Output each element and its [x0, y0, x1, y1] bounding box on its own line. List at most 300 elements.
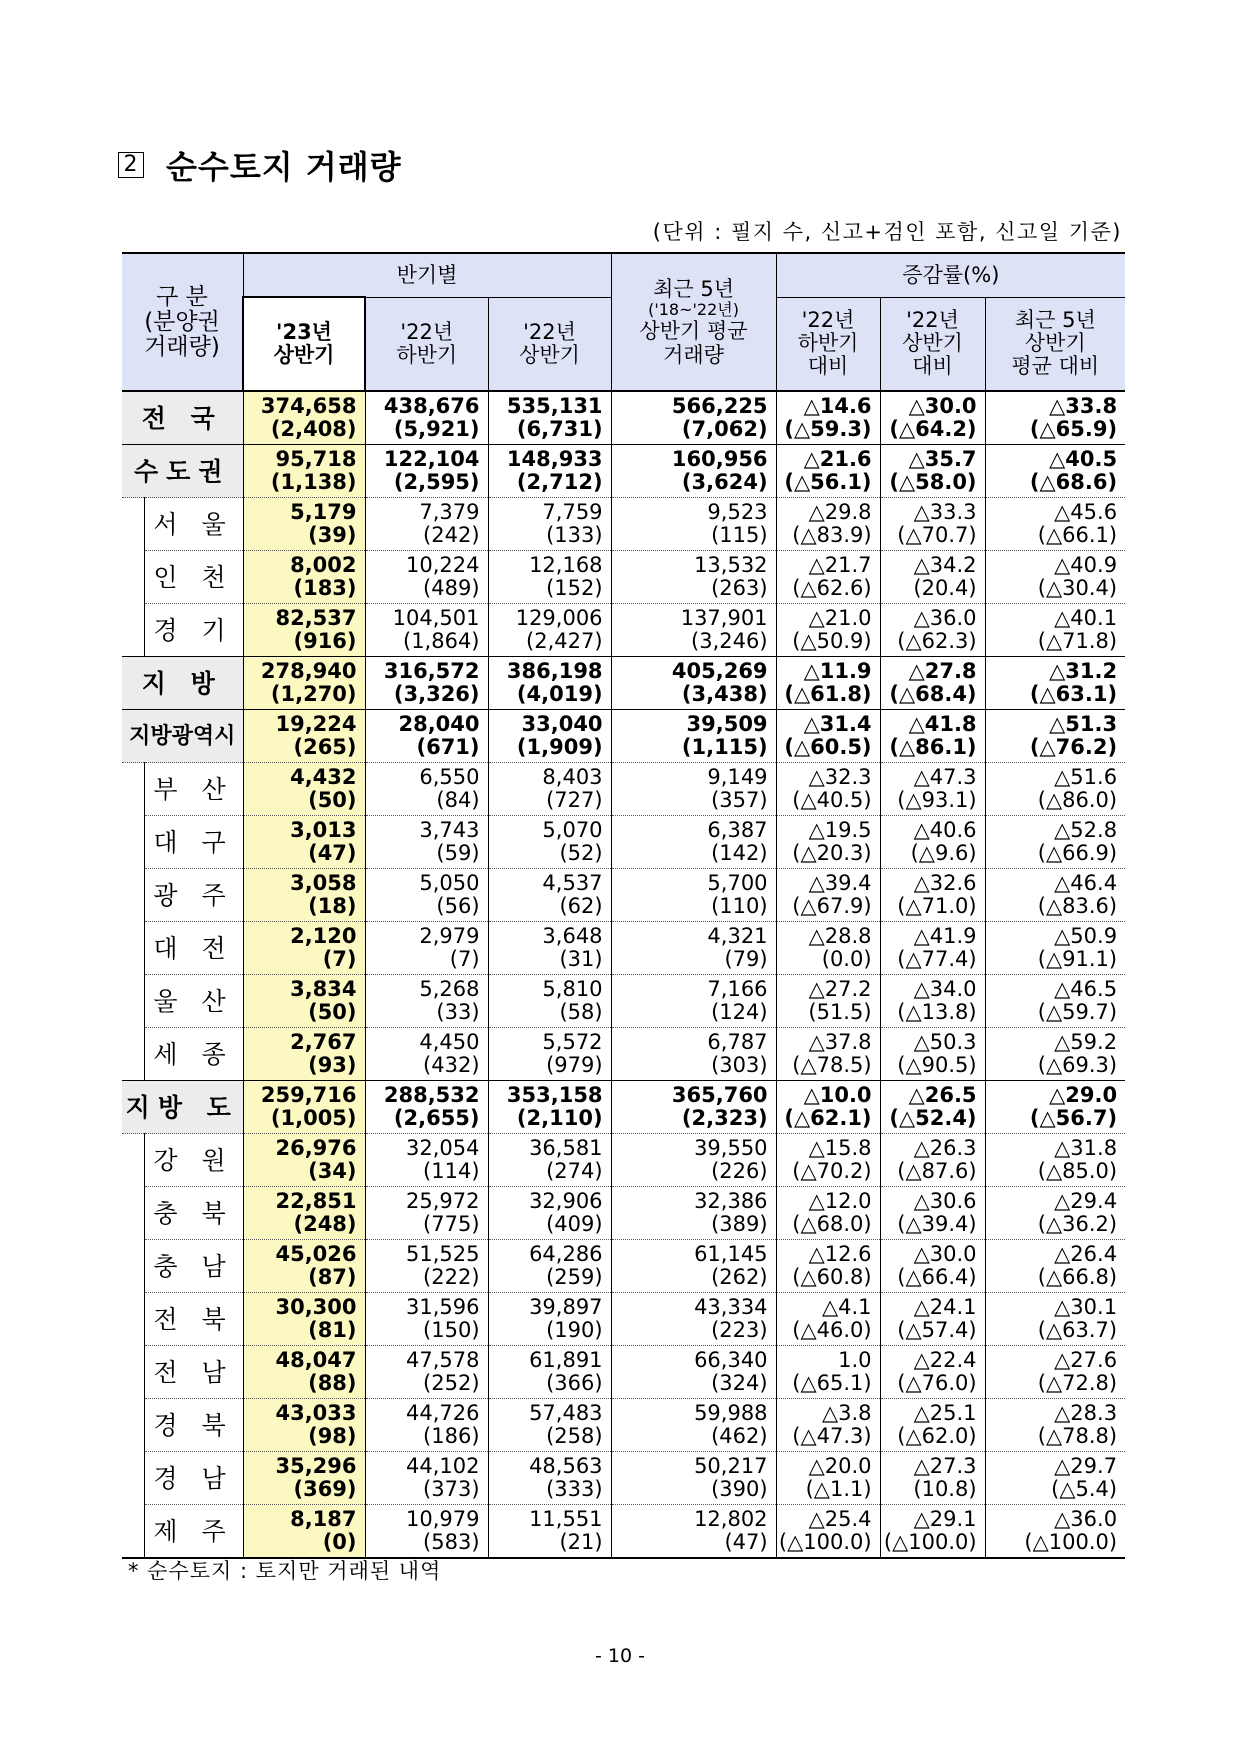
table-cell: [488, 975, 611, 1028]
header-5yr-avg: [611, 253, 776, 391]
cell-total: 12,168: [529, 553, 603, 577]
table-cell: [776, 1134, 880, 1187]
table-row: [122, 1240, 1125, 1293]
cell-total: 129,006: [515, 606, 603, 630]
cell-presale: (1,270): [270, 682, 357, 706]
table-cell: [985, 975, 1125, 1028]
cell-total: 259,716: [260, 1083, 357, 1107]
cell-total: △29.8: [808, 500, 872, 524]
cell-total: 9,523: [707, 500, 768, 524]
section-number-box: 2: [118, 152, 144, 178]
cell-total: △27.2: [808, 977, 872, 1001]
cell-total: △50.9: [1054, 924, 1118, 948]
table-cell: [985, 551, 1125, 604]
table-cell: [985, 657, 1125, 710]
table-cell: [488, 1028, 611, 1081]
cell-presale: (△86.1): [889, 735, 977, 759]
table-cell: [243, 1134, 365, 1187]
indent-spacer: [122, 551, 144, 604]
cell-presale: (2,595): [393, 470, 480, 494]
cell-presale: (2,323): [681, 1106, 768, 1130]
cell-total: 12,802: [694, 1507, 768, 1531]
cell-total: △19.5: [808, 818, 872, 842]
cell-presale: (△63.1): [1029, 682, 1118, 706]
cell-presale: (58): [559, 1000, 603, 1024]
table-row: [122, 1505, 1125, 1559]
cell-presale: (△68.4): [889, 682, 977, 706]
cell-total: △40.1: [1054, 606, 1118, 630]
cell-total: △52.8: [1054, 818, 1118, 842]
cell-presale: (△90.5): [897, 1053, 977, 1077]
cell-presale: (2,408): [270, 417, 357, 441]
header-vs-22h2: '22년 하반기 대비: [776, 297, 880, 391]
table-cell: [985, 763, 1125, 816]
cell-presale: (△1.1): [805, 1477, 872, 1501]
cell-total: 5,050: [419, 871, 480, 895]
cell-total: △40.5: [1049, 447, 1118, 471]
cell-presale: (5,921): [393, 417, 480, 441]
cell-presale: (51.5): [808, 1000, 872, 1024]
cell-total: 5,700: [707, 871, 768, 895]
section-title-text: 순수토지 거래량: [166, 148, 402, 186]
cell-presale: (21): [559, 1530, 603, 1554]
table-row: [122, 498, 1125, 551]
table-row: [122, 922, 1125, 975]
table-cell: [243, 604, 365, 657]
indent-spacer: [122, 604, 144, 657]
table-cell: [365, 1028, 488, 1081]
cell-total: △41.9: [913, 924, 977, 948]
table-cell: [365, 1134, 488, 1187]
indent-spacer: [122, 869, 144, 922]
cell-presale: (115): [711, 523, 768, 547]
table-cell: [243, 391, 365, 445]
table-cell: [365, 710, 488, 763]
cell-total: △29.0: [1049, 1083, 1118, 1107]
cell-presale: (59): [436, 841, 480, 865]
cell-presale: (△86.0): [1037, 788, 1118, 812]
table-cell: [880, 1028, 985, 1081]
cell-total: 28,040: [398, 712, 480, 736]
indent-spacer: [122, 763, 144, 816]
cell-total: 45,026: [275, 1242, 357, 1266]
table-cell: [880, 763, 985, 816]
indent-spacer: [122, 1399, 144, 1452]
cell-presale: (87): [308, 1265, 357, 1289]
table-cell: [985, 1028, 1125, 1081]
row-label: 지방광역시: [122, 710, 243, 763]
cell-presale: (△30.4): [1037, 576, 1118, 600]
cell-presale: (369): [293, 1477, 357, 1501]
cell-total: △15.8: [808, 1136, 872, 1160]
cell-total: △28.8: [808, 924, 872, 948]
cell-total: △36.0: [1054, 1507, 1118, 1531]
cell-total: 3,013: [290, 818, 357, 842]
cell-total: 5,572: [542, 1030, 603, 1054]
table-cell: [985, 1134, 1125, 1187]
table-cell: [365, 869, 488, 922]
table-cell: [611, 604, 776, 657]
cell-total: △33.8: [1049, 394, 1118, 418]
cell-total: △51.3: [1049, 712, 1118, 736]
table-cell: [365, 1399, 488, 1452]
table-cell: [488, 604, 611, 657]
cell-presale: (△60.8): [792, 1265, 872, 1289]
table-row: [122, 975, 1125, 1028]
table-cell: [365, 1346, 488, 1399]
table-cell: [985, 816, 1125, 869]
cell-presale: (373): [423, 1477, 480, 1501]
cell-presale: (△93.1): [897, 788, 977, 812]
cell-total: △34.2: [913, 553, 977, 577]
table-cell: [365, 551, 488, 604]
table-cell: [880, 445, 985, 498]
table-cell: [611, 1134, 776, 1187]
cell-presale: (62): [559, 894, 603, 918]
table-cell: [611, 445, 776, 498]
cell-presale: (98): [308, 1424, 357, 1448]
header-22h1: '22년 상반기: [488, 297, 611, 391]
cell-total: △50.3: [913, 1030, 977, 1054]
cell-total: △22.4: [913, 1348, 977, 1372]
cell-presale: (△9.6): [910, 841, 977, 865]
cell-presale: (389): [711, 1212, 768, 1236]
cell-presale: (△68.0): [792, 1212, 872, 1236]
cell-presale: (979): [546, 1053, 603, 1077]
cell-total: 30,300: [275, 1295, 357, 1319]
cell-presale: (56): [436, 894, 480, 918]
cell-presale: (462): [711, 1424, 768, 1448]
table-cell: [880, 1134, 985, 1187]
cell-total: △31.4: [803, 712, 872, 736]
cell-presale: (324): [711, 1371, 768, 1395]
cell-total: 5,810: [542, 977, 603, 1001]
table-cell: [488, 1240, 611, 1293]
table-cell: [243, 498, 365, 551]
table-cell: [776, 1346, 880, 1399]
row-label: 대 구: [144, 816, 243, 869]
indent-spacer: [122, 1028, 144, 1081]
cell-total: 535,131: [506, 394, 603, 418]
cell-total: 2,979: [419, 924, 480, 948]
table-cell: [243, 445, 365, 498]
table-cell: [365, 816, 488, 869]
cell-presale: (2,110): [516, 1106, 603, 1130]
table-cell: [365, 604, 488, 657]
table-cell: [365, 1240, 488, 1293]
cell-total: 10,979: [406, 1507, 480, 1531]
cell-total: △34.0: [913, 977, 977, 1001]
header-5yr-period: ('18~'22년): [648, 300, 739, 319]
cell-total: △24.1: [913, 1295, 977, 1319]
table-cell: [243, 1081, 365, 1134]
table-cell: [488, 1293, 611, 1346]
unit-note: (단위 : 필지 수, 신고+검인 포함, 신고일 기준): [652, 220, 1122, 244]
cell-total: 8,002: [290, 553, 357, 577]
row-label: 수도권: [122, 445, 243, 498]
cell-total: △39.4: [808, 871, 872, 895]
cell-presale: (1,909): [516, 735, 603, 759]
cell-presale: (390): [711, 1477, 768, 1501]
cell-total: △10.0: [803, 1083, 872, 1107]
cell-presale: (△70.2): [792, 1159, 872, 1183]
cell-total: 61,145: [694, 1242, 768, 1266]
cell-total: 5,070: [542, 818, 603, 842]
cell-total: 353,158: [506, 1083, 603, 1107]
table-cell: [985, 1505, 1125, 1559]
table-cell: [611, 498, 776, 551]
cell-total: 374,658: [260, 394, 357, 418]
cell-presale: (1,115): [681, 735, 768, 759]
cell-total: 7,379: [419, 500, 480, 524]
table-cell: [776, 1505, 880, 1559]
cell-presale: (274): [546, 1159, 603, 1183]
cell-presale: (1,138): [270, 470, 357, 494]
table-cell: [985, 445, 1125, 498]
cell-presale: (114): [423, 1159, 480, 1183]
table-cell: [243, 1452, 365, 1505]
cell-presale: (81): [308, 1318, 357, 1342]
table-cell: [985, 1293, 1125, 1346]
cell-total: 6,787: [707, 1030, 768, 1054]
cell-presale: (88): [308, 1371, 357, 1395]
table-cell: [243, 1399, 365, 1452]
cell-total: △20.0: [808, 1454, 872, 1478]
table-cell: [611, 975, 776, 1028]
table-cell: [880, 391, 985, 445]
cell-total: △21.7: [808, 553, 872, 577]
cell-presale: (△78.8): [1037, 1424, 1118, 1448]
table-cell: [243, 1240, 365, 1293]
table-row: [122, 1452, 1125, 1505]
row-label: 경 남: [144, 1452, 243, 1505]
table-cell: [488, 1452, 611, 1505]
table-cell: [880, 1240, 985, 1293]
table-cell: [880, 1452, 985, 1505]
cell-total: △40.6: [913, 818, 977, 842]
cell-presale: (△65.9): [1029, 417, 1118, 441]
cell-total: 8,187: [290, 1507, 357, 1531]
header-half-group: 반기별: [243, 253, 611, 297]
cell-total: 3,648: [542, 924, 603, 948]
cell-total: 82,537: [275, 606, 357, 630]
cell-total: △40.9: [1054, 553, 1118, 577]
cell-total: 4,450: [419, 1030, 480, 1054]
cell-total: △59.2: [1054, 1030, 1118, 1054]
indent-spacer: [122, 1505, 144, 1559]
cell-presale: (142): [711, 841, 768, 865]
header-category: 구 분 (분양권 거래량): [122, 253, 243, 391]
table-cell: [365, 1293, 488, 1346]
cell-total: 25,972: [406, 1189, 480, 1213]
cell-presale: (△83.6): [1037, 894, 1118, 918]
cell-presale: (△62.1): [784, 1106, 872, 1130]
cell-presale: (1,864): [403, 629, 480, 653]
cell-presale: (34): [308, 1159, 357, 1183]
table-cell: [776, 763, 880, 816]
land-transaction-table: [122, 252, 1125, 1559]
cell-total: △30.6: [913, 1189, 977, 1213]
table-cell: [488, 391, 611, 445]
cell-total: △27.6: [1054, 1348, 1118, 1372]
cell-presale: (242): [423, 523, 480, 547]
table-cell: [488, 1187, 611, 1240]
cell-presale: (△70.7): [897, 523, 977, 547]
table-cell: [776, 551, 880, 604]
indent-spacer: [122, 1346, 144, 1399]
table-row: [122, 710, 1125, 763]
cell-presale: (△66.8): [1037, 1265, 1118, 1289]
table-cell: [985, 1081, 1125, 1134]
table-cell: [776, 498, 880, 551]
indent-spacer: [122, 1134, 144, 1187]
cell-presale: (2,655): [393, 1106, 480, 1130]
cell-presale: (775): [423, 1212, 480, 1236]
indent-spacer: [122, 1293, 144, 1346]
cell-presale: (0.0): [821, 947, 872, 971]
cell-presale: (226): [711, 1159, 768, 1183]
table-cell: [880, 1399, 985, 1452]
cell-total: 35,296: [275, 1454, 357, 1478]
table-cell: [776, 657, 880, 710]
table-cell: [776, 975, 880, 1028]
table-cell: [611, 763, 776, 816]
table-cell: [985, 498, 1125, 551]
cell-presale: (93): [308, 1053, 357, 1077]
table-cell: [776, 1399, 880, 1452]
cell-total: △29.7: [1054, 1454, 1118, 1478]
indent-spacer: [122, 816, 144, 869]
table-row: [122, 763, 1125, 816]
cell-total: △29.1: [913, 1507, 977, 1531]
cell-total: △51.6: [1054, 765, 1118, 789]
cell-total: 95,718: [275, 447, 357, 471]
cell-presale: (3,246): [691, 629, 768, 653]
cell-total: 6,387: [707, 818, 768, 842]
cell-presale: (7,062): [681, 417, 768, 441]
row-label: 광 주: [144, 869, 243, 922]
cell-total: 5,179: [290, 500, 357, 524]
cell-total: △12.0: [808, 1189, 872, 1213]
header-vs-5yr: 최근 5년 상반기 평균 대비: [985, 297, 1125, 391]
cell-presale: (583): [423, 1530, 480, 1554]
cell-total: 316,572: [383, 659, 480, 683]
table-cell: [243, 1028, 365, 1081]
table-cell: [611, 1293, 776, 1346]
cell-presale: (252): [423, 1371, 480, 1395]
cell-presale: (△62.6): [792, 576, 872, 600]
cell-presale: (84): [436, 788, 480, 812]
cell-total: 566,225: [671, 394, 768, 418]
table-cell: [776, 710, 880, 763]
cell-presale: (△57.4): [897, 1318, 977, 1342]
header-5yr-rest: 상반기 평균 거래량: [639, 319, 748, 367]
cell-presale: (△56.7): [1029, 1106, 1118, 1130]
cell-presale: (△71.8): [1037, 629, 1118, 653]
row-label: 부 산: [144, 763, 243, 816]
row-label: 충 남: [144, 1240, 243, 1293]
cell-presale: (△69.3): [1037, 1053, 1118, 1077]
cell-presale: (△13.8): [897, 1000, 977, 1024]
table-cell: [611, 922, 776, 975]
table-cell: [880, 710, 985, 763]
table-cell: [776, 445, 880, 498]
table-cell: [776, 869, 880, 922]
indent-spacer: [122, 1452, 144, 1505]
cell-total: 32,054: [406, 1136, 480, 1160]
cell-presale: (222): [423, 1265, 480, 1289]
cell-total: 44,102: [406, 1454, 480, 1478]
cell-presale: (△46.0): [792, 1318, 872, 1342]
cell-total: △29.4: [1054, 1189, 1118, 1213]
table-cell: [365, 975, 488, 1028]
cell-total: △27.3: [913, 1454, 977, 1478]
cell-presale: (△66.9): [1037, 841, 1118, 865]
table-cell: [880, 657, 985, 710]
row-label: 서 울: [144, 498, 243, 551]
cell-total: 365,760: [671, 1083, 768, 1107]
cell-total: △36.0: [913, 606, 977, 630]
row-label: 세 종: [144, 1028, 243, 1081]
section-title: [118, 142, 402, 188]
cell-total: 4,432: [290, 765, 357, 789]
cell-presale: (39): [308, 523, 357, 547]
cell-total: 19,224: [275, 712, 357, 736]
cell-total: 47,578: [406, 1348, 480, 1372]
table-cell: [985, 391, 1125, 445]
cell-total: 7,759: [542, 500, 603, 524]
table-cell: [488, 710, 611, 763]
cell-total: △30.1: [1054, 1295, 1118, 1319]
cell-total: △21.0: [808, 606, 872, 630]
cell-total: △14.6: [803, 394, 872, 418]
cell-presale: (△58.0): [889, 470, 977, 494]
cell-total: △46.4: [1054, 871, 1118, 895]
cell-total: △30.0: [908, 394, 977, 418]
cell-presale: (110): [711, 894, 768, 918]
cell-total: 4,537: [542, 871, 603, 895]
table-cell: [488, 551, 611, 604]
table-cell: [611, 1081, 776, 1134]
cell-total: 36,581: [529, 1136, 603, 1160]
cell-total: 22,851: [275, 1189, 357, 1213]
table-cell: [611, 1452, 776, 1505]
cell-presale: (31): [559, 947, 603, 971]
table-row: [122, 1187, 1125, 1240]
row-label: 충 북: [144, 1187, 243, 1240]
table-cell: [880, 816, 985, 869]
cell-presale: (47): [724, 1530, 768, 1554]
table-cell: [488, 445, 611, 498]
cell-presale: (124): [711, 1000, 768, 1024]
table-cell: [776, 1187, 880, 1240]
table-body: [122, 391, 1125, 1558]
row-label: 전 북: [144, 1293, 243, 1346]
cell-total: △25.4: [808, 1507, 872, 1531]
cell-total: △4.1: [822, 1295, 872, 1319]
cell-total: △26.3: [913, 1136, 977, 1160]
cell-total: 7,166: [707, 977, 768, 1001]
cell-presale: (△87.6): [897, 1159, 977, 1183]
row-label: 지 방: [122, 657, 243, 710]
indent-spacer: [122, 922, 144, 975]
table-cell: [365, 657, 488, 710]
table-cell: [611, 1505, 776, 1559]
cell-presale: (△36.2): [1037, 1212, 1118, 1236]
cell-presale: (2,712): [516, 470, 603, 494]
cell-presale: (10.8): [913, 1477, 977, 1501]
table-row: [122, 1028, 1125, 1081]
